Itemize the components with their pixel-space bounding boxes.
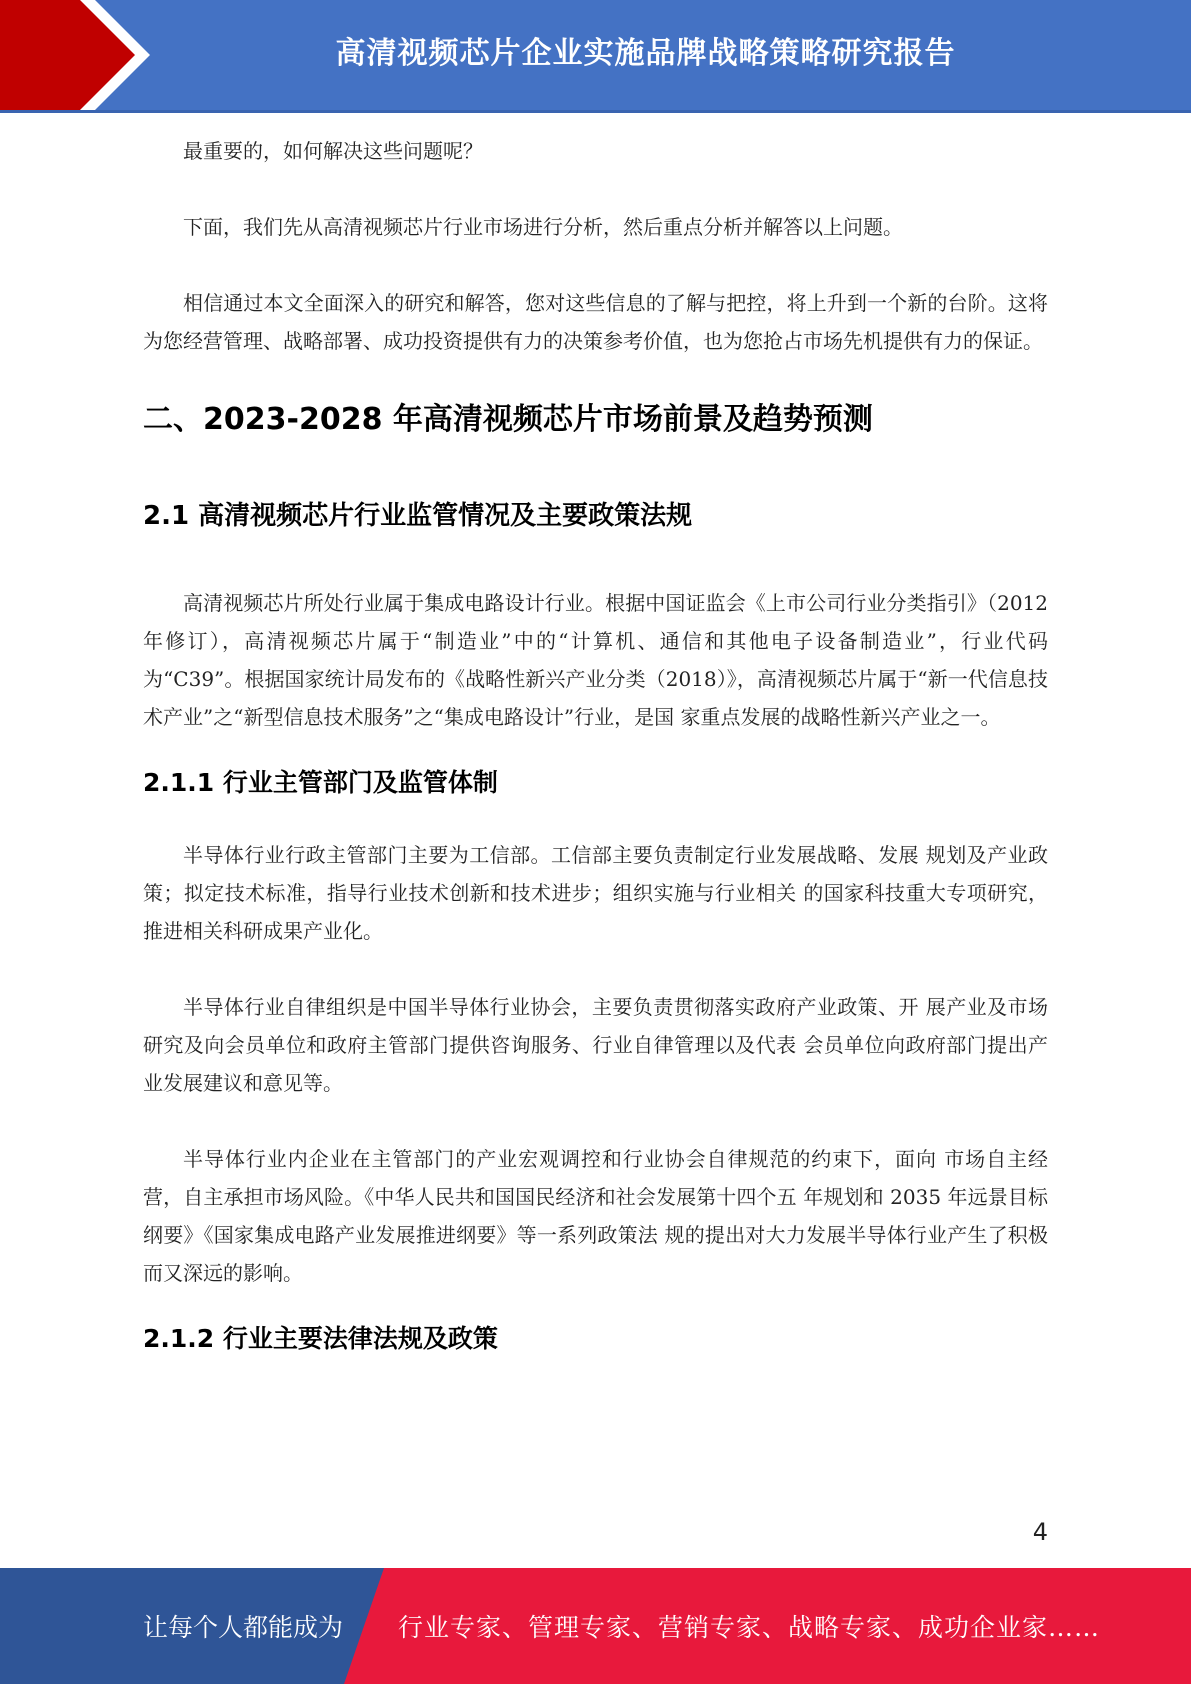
paragraph-intro-1: 最重要的，如何解决这些问题呢？ bbox=[183, 139, 483, 163]
page-header bbox=[0, 0, 1191, 110]
document-body bbox=[143, 130, 1048, 1356]
paragraph-2-1-1-a: 半导体行业行政主管部门主要为工信部。工信部主要负责制定行业发展战略、发展 规划及产业政策；拟定技术标准，指导行业技术创新和技术进步；组织实施与行业相关 的国家科技重大专项研究，推进相关科研成果产业化。 bbox=[143, 843, 1048, 943]
header-arrow-decoration bbox=[0, 0, 160, 110]
footer-slogan-left: 让每个人都能成为 bbox=[143, 1613, 344, 1642]
footer-slogan-right: 行业专家、管理专家、营销专家、战略专家、成功企业家…… bbox=[398, 1613, 1101, 1642]
subsection-heading-2-1: 2.1 高清视频芯片行业监管情况及主要政策法规 bbox=[143, 501, 693, 531]
section-heading-2: 二、2023-2028 年高清视频芯片市场前景及趋势预测 bbox=[143, 402, 873, 437]
page-footer bbox=[0, 1568, 1191, 1684]
subsection-heading-2-1-2: 2.1.2 行业主要法律法规及政策 bbox=[143, 1324, 498, 1353]
report-title: 高清视频芯片企业实施品牌战略策略研究报告 bbox=[335, 36, 956, 71]
page-number: 4 bbox=[1032, 1518, 1048, 1546]
paragraph-intro-2: 下面，我们先从高清视频芯片行业市场进行分析，然后重点分析并解答以上问题。 bbox=[183, 215, 903, 239]
subsection-heading-2-1-1: 2.1.1 行业主管部门及监管体制 bbox=[143, 768, 498, 797]
paragraph-2-1: 高清视频芯片所处行业属于集成电路设计行业。根据中国证监会《上市公司行业分类指引》（2012 年修订），高清视频芯片属于“制造业”中的“计算机、通信和其他电子设备制造业”，行业代码为“C39”。根据国家统计局发布的《战略性新兴产业分类（2018）》，高清视频芯片属于“新一代信息技术产业”之“新型信息技术服务”之“集成电路设计”行业，是国 家重点发展的战略性新兴产业之一。 bbox=[143, 591, 1048, 729]
paragraph-2-1-1-c: 半导体行业内企业在主管部门的产业宏观调控和行业协会自律规范的约束下，面向 市场自主经营，自主承担市场风险。《中华人民共和国国民经济和社会发展第十四个五 年规划和 2035 年远景目标纲要》《国家集成电路产业发展推进纲要》等一系列政策法 规的提出对大力发展半导体行业产生了积极而又深远的影响。 bbox=[143, 1147, 1048, 1285]
paragraph-intro-3: 相信通过本文全面深入的研究和解答，您对这些信息的了解与把控，将上升到一个新的台阶。这将为您经营管理、战略部署、成功投资提供有力的决策参考价值，也为您抢占市场先机提供有力的保证。 bbox=[143, 291, 1048, 353]
paragraph-2-1-1-b: 半导体行业自律组织是中国半导体行业协会，主要负责贯彻落实政府产业政策、开 展产业及市场研究及向会员单位和政府主管部门提供咨询服务、行业自律管理以及代表 会员单位向政府部门提出产业发展建议和意见等。 bbox=[143, 995, 1048, 1095]
header-divider bbox=[0, 110, 1191, 113]
